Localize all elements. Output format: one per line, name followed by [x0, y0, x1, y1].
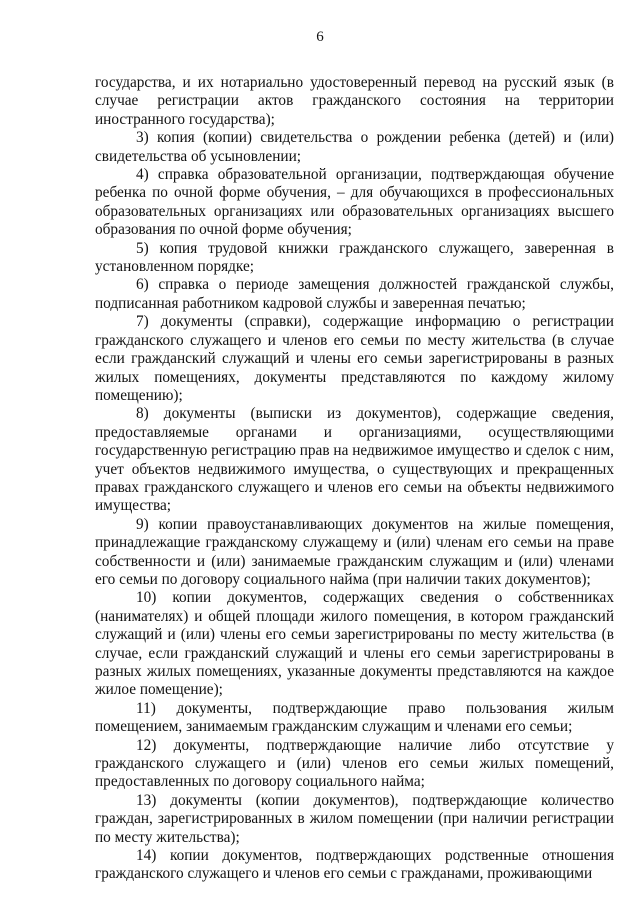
paragraph: 4) справка образовательной организации, подтверждающая обучение ребенка по очной форме обучения, – для обучающихся в профессиональных образовательных организациях или образовательных организациях высшего образования по очной форме обучения; [95, 166, 614, 239]
paragraph: государства, и их нотариально удостоверенный перевод на русский язык (в случае регистрации актов гражданского состояния на территории иностранного государства); [95, 74, 614, 128]
paragraph: 9) копии правоустанавливающих документов на жилые помещения, принадлежащие гражданскому служащему и (или) членам его семьи на праве собственности и (или) занимаемые гражданским служащим и (или) членами его семьи по договору социального найма (при наличии таких документов); [95, 515, 614, 588]
paragraph: 8) документы (выписки из документов), содержащие сведения, предоставляемые органами и организациями, осуществляющими государственную регистрацию прав на недвижимое имущество и сделок с ним, учет объектов недвижимого имущества, о существующих и прекращенных правах гражданского служащего и членов его семьи на объекты недвижимого имущества; [95, 405, 614, 515]
paragraph: 10) копии документов, содержащих сведения о собственниках (нанимателях) и общей площади жилого помещения, в котором гражданский служащий и (или) члены его семьи зарегистрированы по месту жительства (в случае, если гражданский служащий и члены его семьи зарегистрированы в разных жилых помещениях, указанные документы представляются на каждое жилое помещение); [95, 589, 614, 699]
paragraph: 7) документы (справки), содержащие информацию о регистрации гражданского служащего и членов его семьи по месту жительства (в случае если гражданский служащий и члены его семьи зарегистрированы в разных жилых помещениях, документы представляются по каждому жилому помещению); [95, 313, 614, 404]
paragraph: 14) копии документов, подтверждающих родственные отношения гражданского служащего и членов его семьи с гражданами, проживающими [95, 847, 614, 883]
page-number: 6 [316, 29, 324, 45]
paragraph: 12) документы, подтверждающие наличие либо отсутствие у гражданского служащего и (или) членов его семьи жилых помещений, предоставленных по договору социального найма; [95, 736, 614, 791]
paragraph: 13) документы (копии документов), подтверждающие количество граждан, зарегистрированных в жилом помещении (при наличии регистрации по месту жительства); [95, 791, 614, 846]
paragraph: 6) справка о периоде замещения должностей гражданской службы, подписанная работником кадровой службы и заверенная печатью; [95, 276, 614, 312]
paragraph: 5) копия трудовой книжки гражданского служащего, заверенная в установленном порядке; [95, 239, 614, 276]
paragraph: 11) документы, подтверждающие право пользования жилым помещением, занимаемым гражданским служащим и членами его семьи; [95, 699, 614, 736]
paragraph: 3) копия (копии) свидетельства о рождении ребенка (детей) и (или) свидетельства об усыновлении; [95, 129, 614, 165]
document-body [95, 74, 614, 884]
